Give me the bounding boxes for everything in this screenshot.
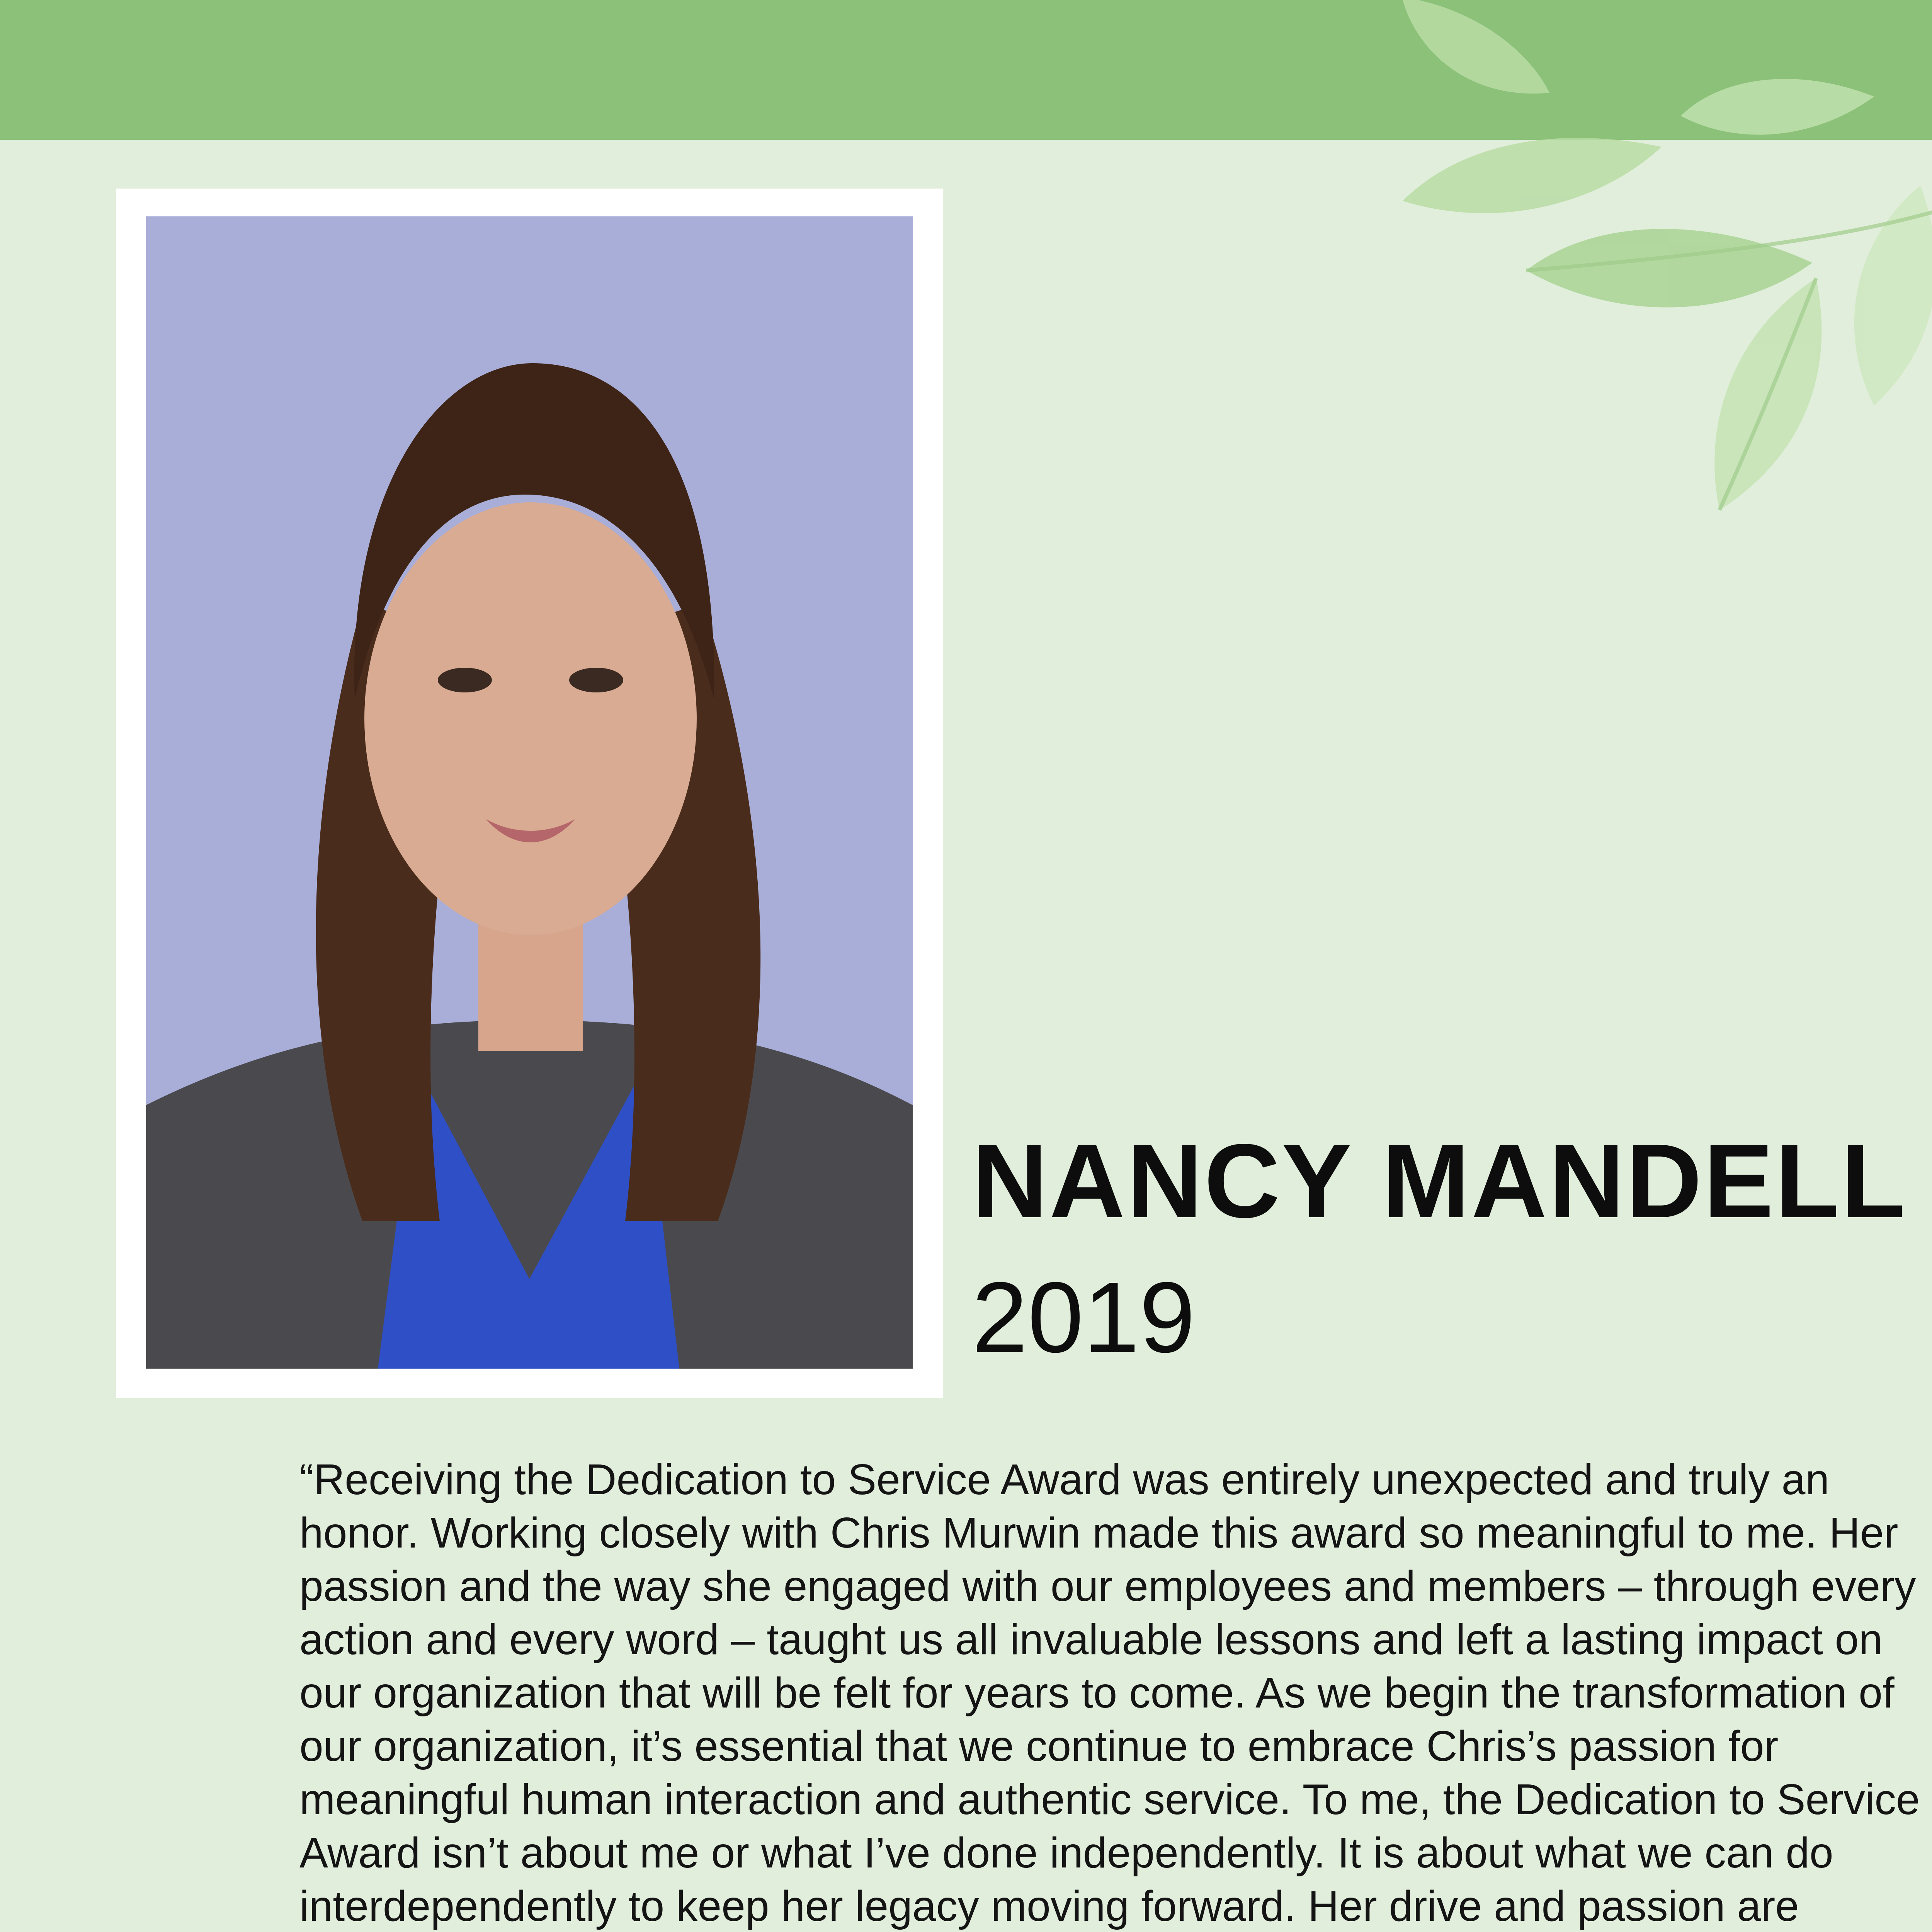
honoree-name: NANCY MANDELL	[972, 1122, 1907, 1240]
portrait-photo	[146, 216, 913, 1369]
award-year: 2019	[972, 1262, 1196, 1374]
portrait-frame	[116, 189, 943, 1398]
leaves-decoration-top-right	[1256, 0, 1932, 580]
testimonial-quote: “Receiving the Dedication to Service Award was entirely unexpected and truly an honor. Working closely with Chris Murwin made this award so meaningful to me. Her passion and the way she engaged with our employees and members – through every action and every word – taught us all invaluable lessons and left a lasting impact on our organization that will be felt for years to come. As we begin the transformation of our organization, it’s essential that we continue to embrace Chris’s passion for meaningful human interaction and authentic service. To me, the Dedication to Service Award isn’t about me or what I’ve done independently. It is about what we can do interdependently to keep her legacy moving forward. Her drive and passion are	[299, 1456, 1920, 1930]
